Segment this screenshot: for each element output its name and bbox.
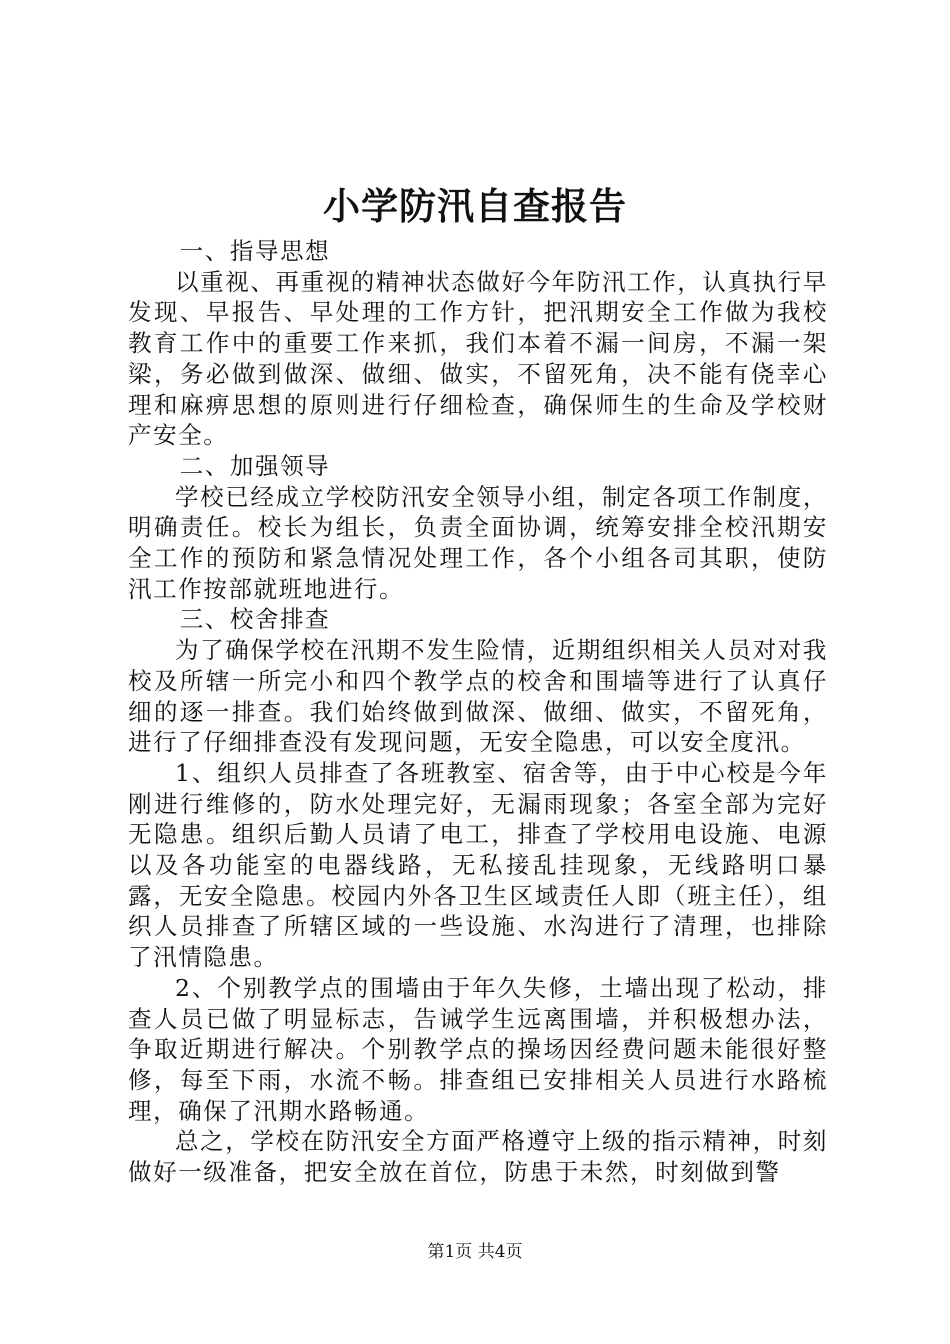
paragraph-summary: 总之，学校在防汛安全方面严格遵守上级的指示精神，时刻做好一级准备，把安全放在首位，防患于未然，时刻做到警 [128, 1127, 828, 1187]
paragraph-item-2: 2、个别教学点的围墙由于年久失修，土墙出现了松动，排查人员已做了明显标志，告诫学生远离围墙，并积极想办法，争取近期进行解决。个别教学点的操场因经费问题未能很好整修，每至下雨，水流不畅。排查组已安排相关人员进行水路梳理，确保了汛期水路畅通。 [128, 973, 828, 1125]
section-heading-inspection: 三、校舍排查 [179, 605, 331, 634]
paragraph-inspection: 为了确保学校在汛期不发生险情，近期组织相关人员对对我校及所辖一所完小和四个教学点的校舍和围墙等进行了认真仔细的逐一排查。我们始终做到做深、做细、做实，不留死角，进行了仔细排查没有发现问题，无安全隐患，可以安全度汛。 [128, 636, 828, 757]
paragraph-guiding-thought: 以重视、再重视的精神状态做好今年防汛工作，认真执行早发现、早报告、早处理的工作方针，把汛期安全工作做为我校教育工作中的重要工作来抓，我们本着不漏一间房，不漏一架梁，务必做到做深、做细、做实，不留死角，决不能有侥幸心理和麻痹思想的原则进行仔细检查，确保师生的生命及学校财产安全。 [128, 267, 828, 450]
paragraph-leadership: 学校已经成立学校防汛安全领导小组，制定各项工作制度，明确责任。校长为组长，负责全面协调，统筹安排全校汛期安全工作的预防和紧急情况处理工作，各个小组各司其职，使防汛工作按部就班地进行。 [128, 482, 828, 603]
page-footer: 第1页 共4页 [427, 1242, 523, 1262]
paragraph-item-1: 1、组织人员排查了各班教室、宿舍等，由于中心校是今年刚进行维修的，防水处理完好，无漏雨现象；各室全部为完好无隐患。组织后勤人员请了电工，排查了学校用电设施、电源以及各功能室的电器线路，无私接乱挂现象，无线路明口暴露，无安全隐患。校园内外各卫生区域责任人即（班主任），组织人员排查了所辖区域的一些设施、水沟进行了清理，也排除了汛情隐患。 [128, 758, 828, 972]
document-title: 小学防汛自查报告 [323, 184, 627, 228]
document-body [128, 236, 828, 1188]
section-heading-guiding-thought: 一、指导思想 [179, 237, 331, 265]
section-heading-leadership: 二、加强领导 [179, 451, 331, 480]
